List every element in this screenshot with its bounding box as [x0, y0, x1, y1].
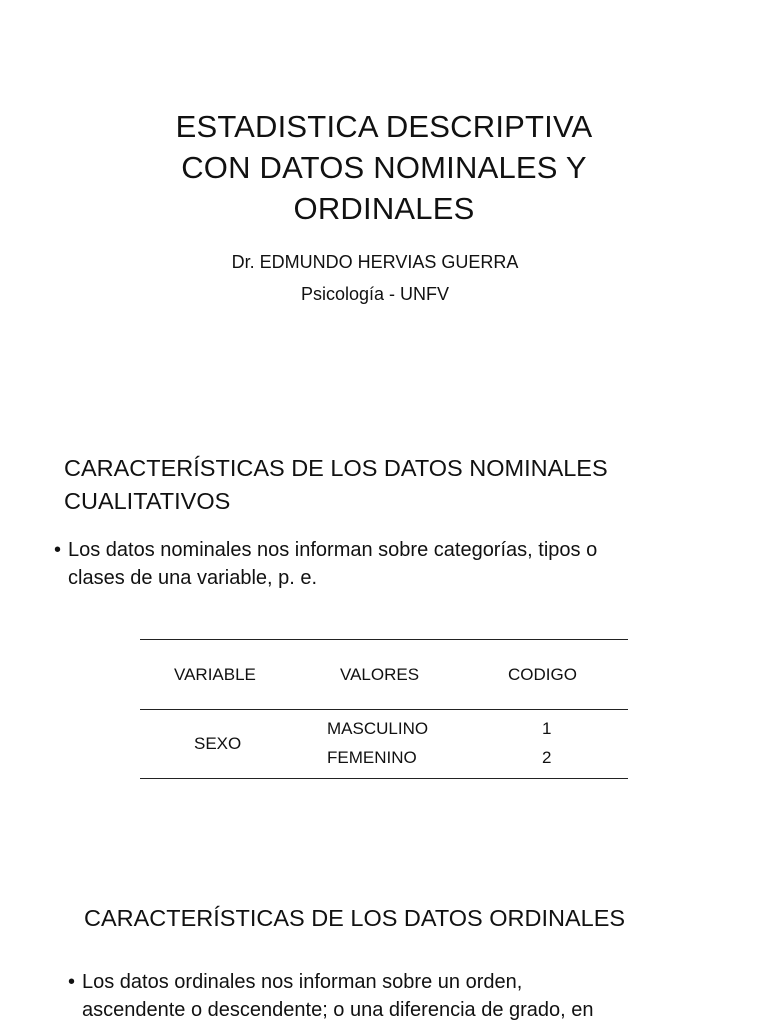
table-cell-code: 2 [542, 748, 552, 767]
table-top-rule [140, 639, 628, 640]
ordinal-data-slide [0, 830, 768, 1024]
author-block [0, 246, 750, 310]
table-cell-variable: SEXO [194, 734, 242, 753]
bullet-dot: • [54, 539, 62, 561]
bullet-point [68, 968, 728, 1024]
title-line: CON DATOS NOMINALES Y [181, 150, 587, 185]
table-cell-code: 1 [542, 719, 552, 738]
bullet-dot: • [68, 971, 76, 993]
table-cell-value: MASCULINO [327, 719, 429, 738]
table-bottom-rule [140, 778, 628, 779]
presentation-title [0, 106, 768, 229]
author-name: Dr. EDMUNDO HERVIAS GUERRA [231, 252, 519, 272]
title-line: ORDINALES [293, 191, 475, 226]
bullet-text-line: ascendente o descendente; o una diferencia de grado, en [82, 999, 594, 1021]
table-header-variable: VARIABLE [174, 665, 256, 684]
bullet-point [54, 536, 704, 592]
title-line: ESTADISTICA DESCRIPTIVA [175, 109, 593, 144]
author-affiliation: Psicología - UNFV [300, 284, 450, 304]
table-header-rule [140, 709, 628, 710]
bullet-text-line: clases de una variable, p. e. [68, 567, 318, 589]
slide-heading [64, 452, 724, 518]
bullet-text-line: Los datos ordinales nos informan sobre un orden, [82, 971, 523, 993]
table-header-code: CODIGO [508, 665, 577, 684]
heading-line: CUALITATIVOS [64, 488, 231, 514]
nominal-data-slide [0, 390, 768, 830]
title-slide [0, 0, 768, 390]
slide-heading: CARACTERÍSTICAS DE LOS DATOS ORDINALES [84, 905, 626, 931]
table-header-values: VALORES [340, 665, 420, 684]
heading-line: CARACTERÍSTICAS DE LOS DATOS NOMINALES [64, 455, 608, 481]
table-cell-value: FEMENINO [327, 748, 417, 767]
bullet-text-line: Los datos nominales nos informan sobre categorías, tipos o [68, 539, 598, 561]
